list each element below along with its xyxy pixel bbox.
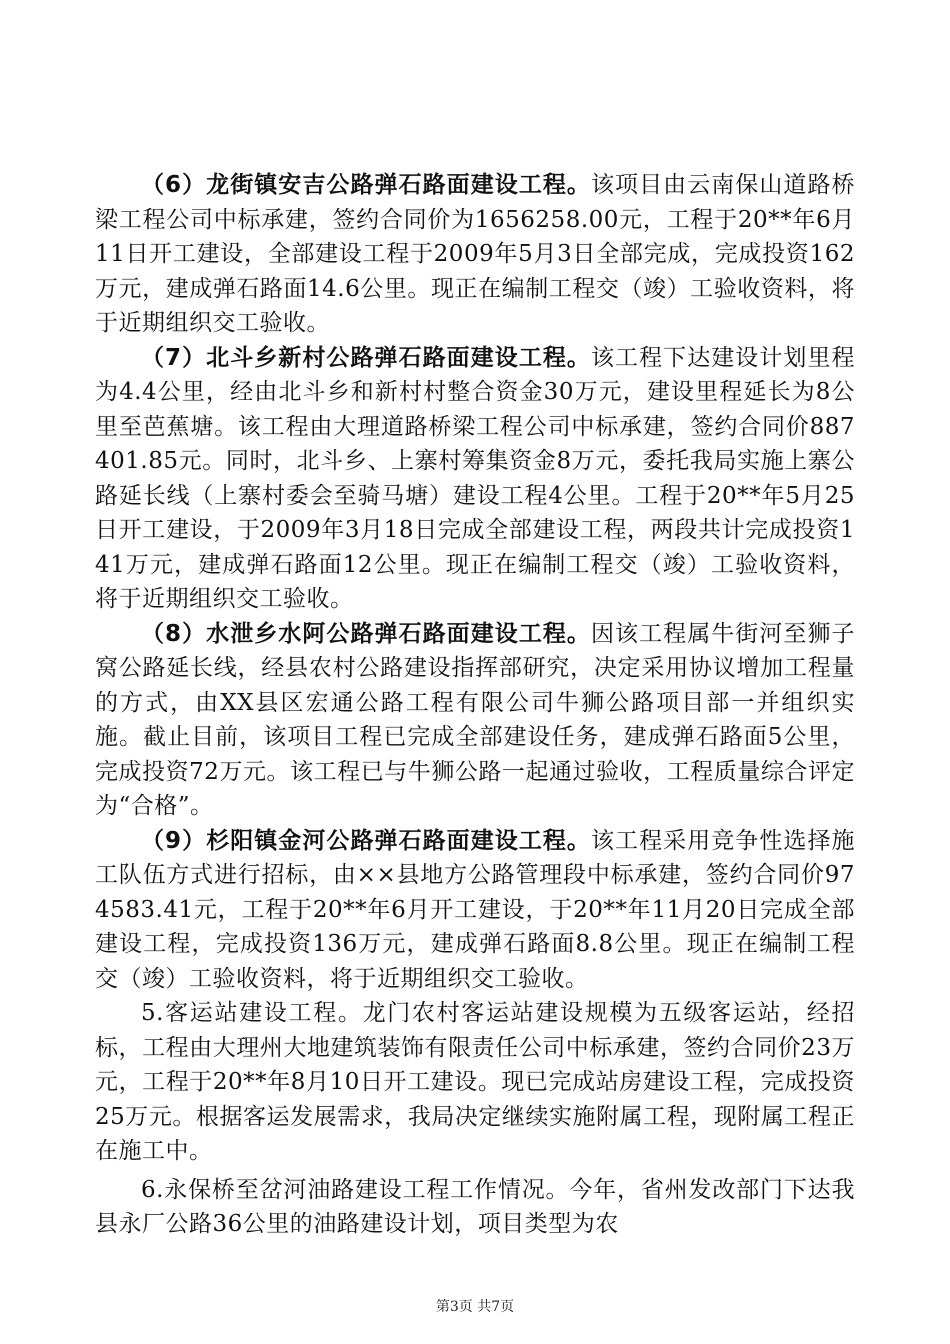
paragraph-9-text: 该工程采用竞争性选择施工队伍方式进行招标，由××县地方公路管理段中标承建，签约合同价974583.41元，工程于20**年6月开工建设，于20**年11月20日完成全部建设工程，完成投资136万元，建成弹石路面8.8公里。现正在编制工程交（竣）工验收资料，将于近期组织交工验收。 bbox=[95, 827, 855, 992]
page-footer: 第3页 共7页 bbox=[435, 1299, 515, 1315]
paragraph-6-oil-road bbox=[95, 1173, 855, 1242]
paragraph-8 bbox=[95, 617, 855, 824]
paragraph-9-heading: （9）杉阳镇金河公路弹石路面建设工程。 bbox=[141, 827, 591, 854]
paragraph-8-heading: （8）水泄乡水阿公路弹石路面建设工程。 bbox=[141, 620, 591, 647]
paragraph-9 bbox=[95, 824, 855, 997]
paragraph-6 bbox=[95, 168, 855, 341]
document-body bbox=[95, 168, 855, 1242]
paragraph-7-text: 该工程下达建设计划里程为4.4公里，经由北斗乡和新村村整合资金30万元，建设里程延长为8公里至芭蕉塘。该工程由大理道路桥梁工程公司中标承建，签约合同价887401.85元。同时，北斗乡、上寨村筹集资金8万元，委托我局实施上寨公路延长线（上寨村委会至骑马塘）建设工程4公里。工程于20**年5月25日开工建设，于2009年3月18日完成全部建设工程，两段共计完成投资141万元，建成弹石路面12公里。现正在编制工程交（竣）工验收资料，将于近期组织交工验收。 bbox=[95, 344, 855, 612]
paragraph-8-text: 因该工程属牛街河至狮子窝公路延长线，经县农村公路建设指挥部研究，决定采用协议增加工程量的方式，由XX县区宏通公路工程有限公司牛狮公路项目部一并组织实施。截止目前，该项目工程已完成全部建设任务，建成弹石路面5公里，完成投资72万元。该工程已与牛狮公路一起通过验收，工程质量综合评定为“合格”。 bbox=[95, 620, 855, 819]
paragraph-6-text: 该项目由云南保山道路桥梁工程公司中标承建，签约合同价为1656258.00元，工程于20**年6月11日开工建设，全部建设工程于2009年5月3日全部完成，完成投资162万元，建成弹石路面14.6公里。现正在编制工程交（竣）工验收资料，将于近期组织交工验收。 bbox=[95, 172, 855, 336]
paragraph-7 bbox=[95, 341, 855, 617]
paragraph-6-heading: （6）龙街镇安吉公路弹石路面建设工程。 bbox=[141, 172, 591, 198]
paragraph-5-bus-station bbox=[95, 996, 855, 1169]
paragraph-7-heading: （7）北斗乡新村公路弹石路面建设工程。 bbox=[141, 344, 591, 371]
paragraph-5-text: 5.客运站建设工程。龙门农村客运站建设规模为五级客运站，经招标，工程由大理州大地建筑装饰有限责任公司中标承建，签约合同价23万元，工程于20**年8月10日开工建设。现已完成站房建设工程，完成投资25万元。根据客运发展需求，我局决定继续实施附属工程，现附属工程正在施工中。 bbox=[95, 1000, 855, 1164]
paragraph-6-oil-road-text: 6.永保桥至岔河油路建设工程工作情况。今年，省州发改部门下达我县永厂公路36公里的油路建设计划，项目类型为农 bbox=[95, 1176, 855, 1237]
